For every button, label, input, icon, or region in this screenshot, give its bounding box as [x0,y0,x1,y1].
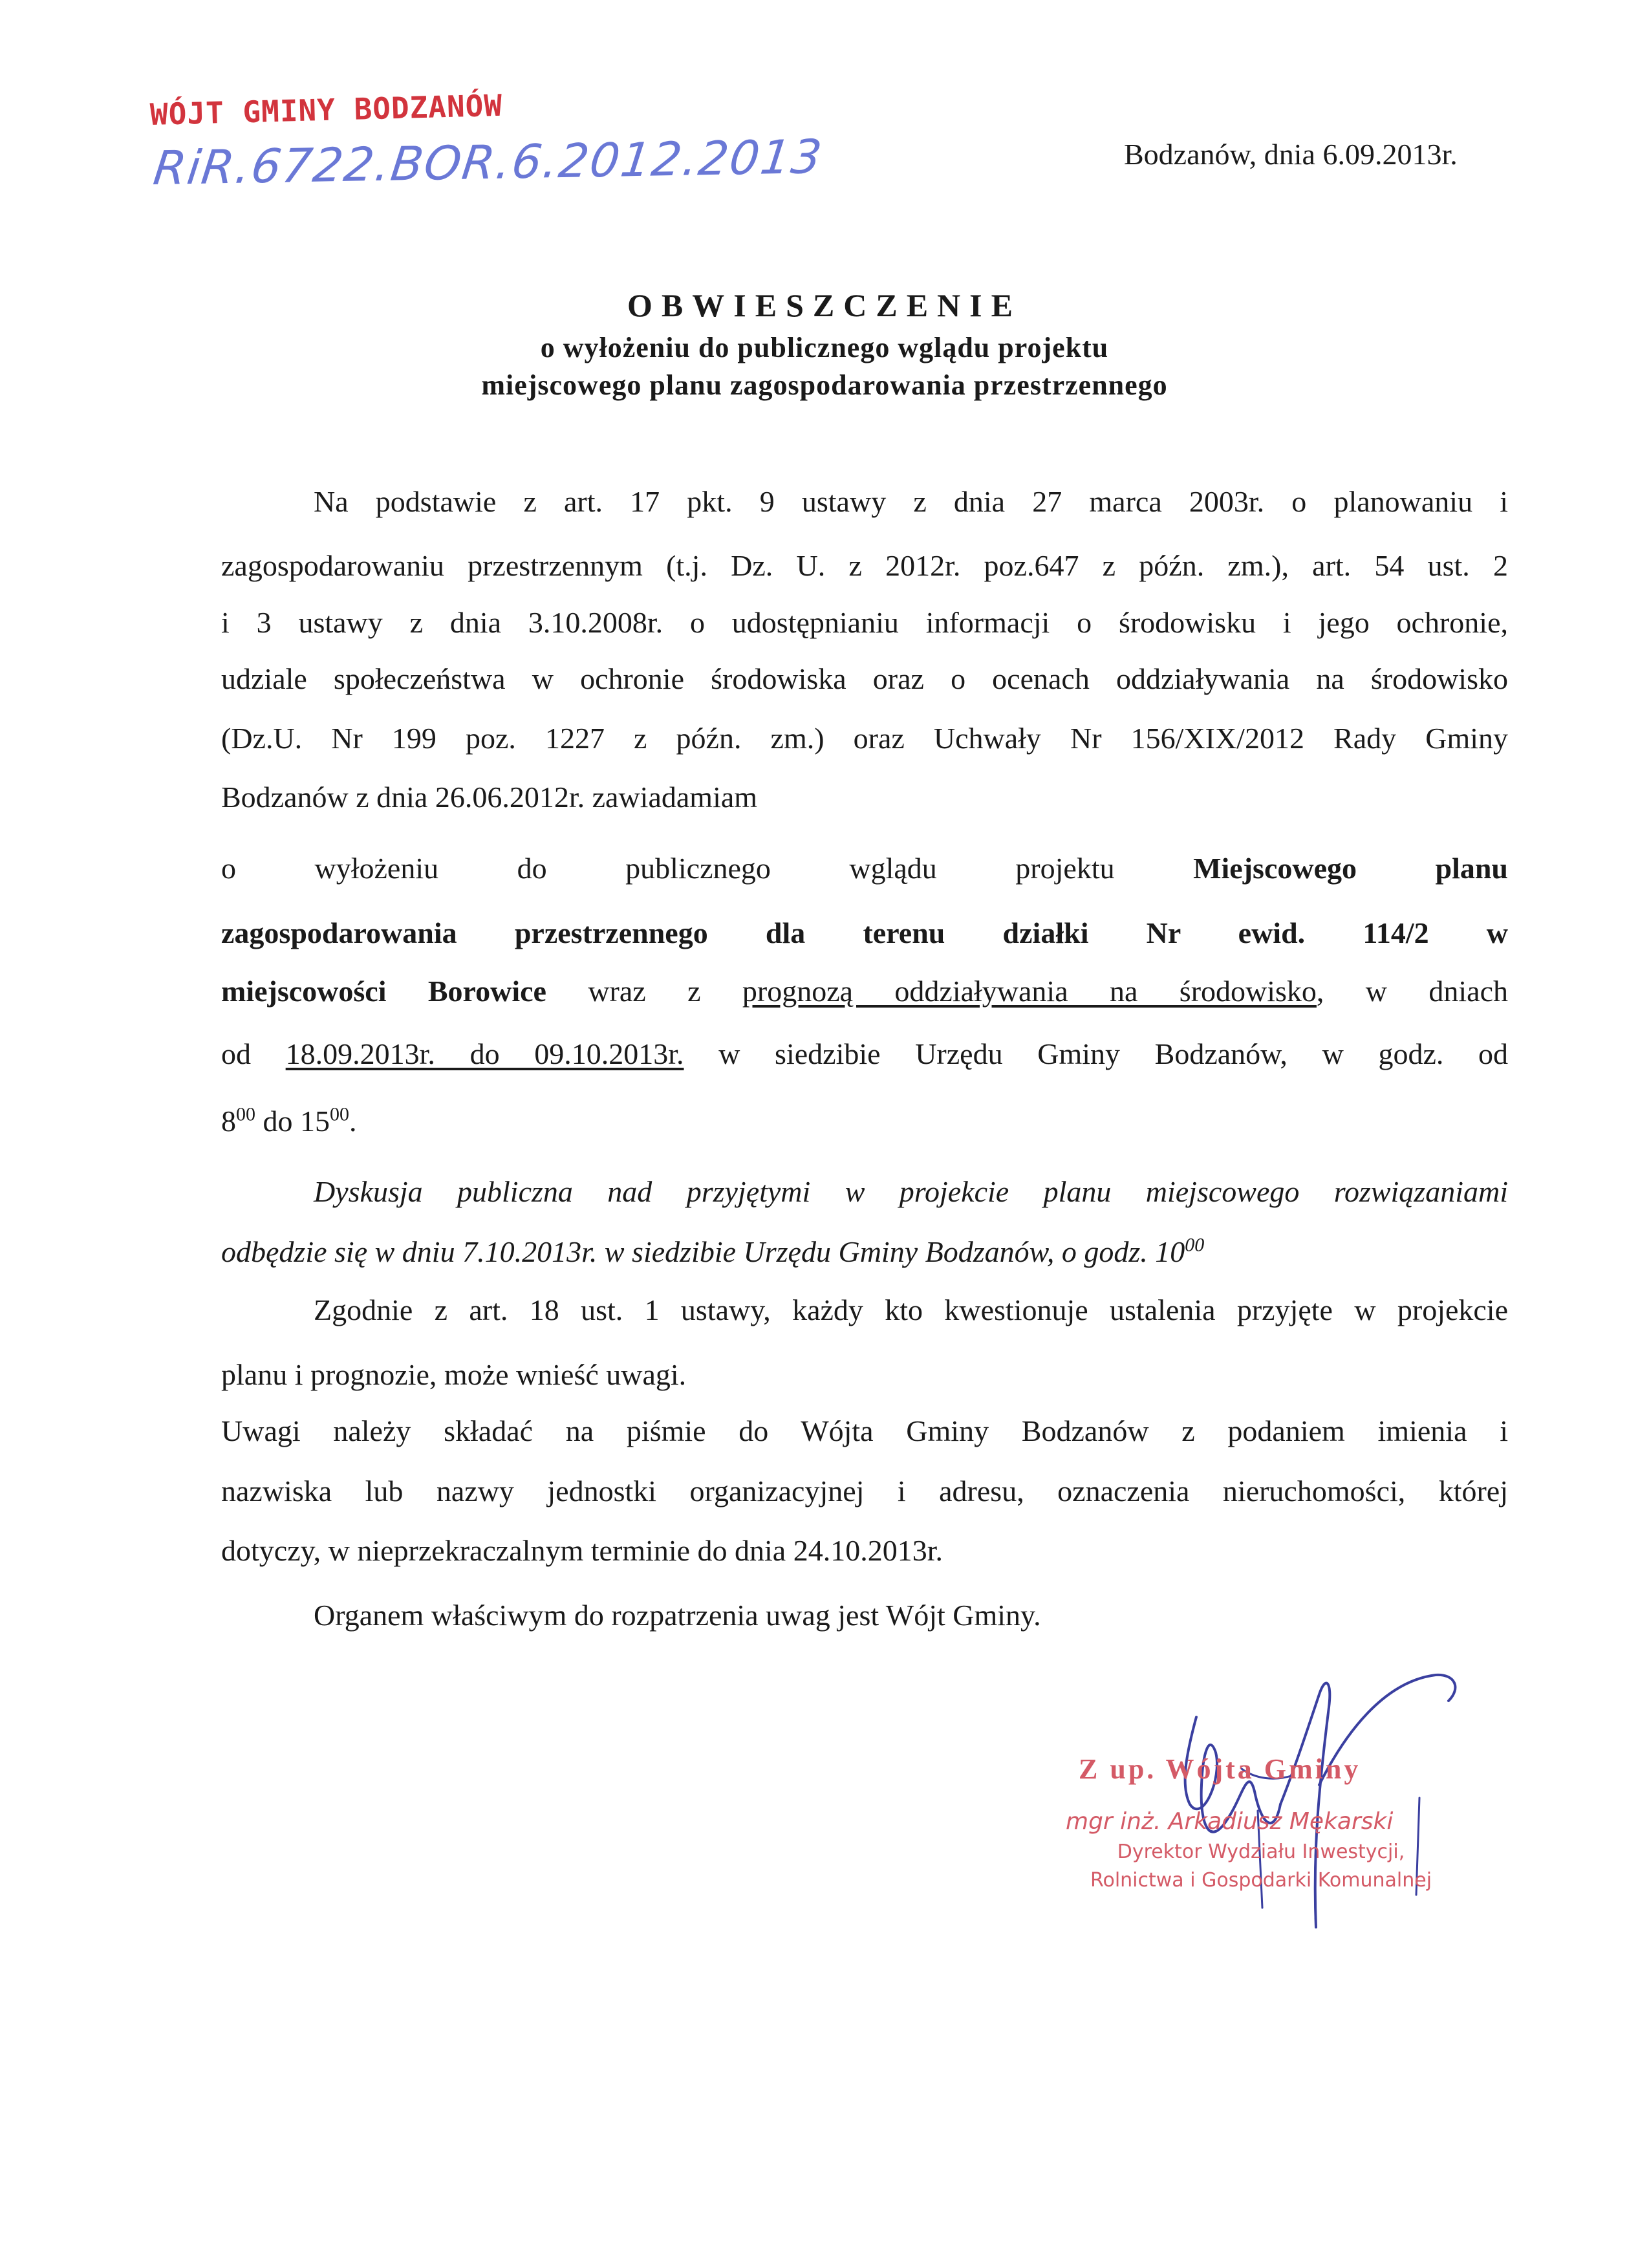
handwritten-signature [1125,1656,1487,1953]
competent-authority-line: Organem właściwym do rozpatrzenia uwag jest Wójt Gminy. [314,1599,1041,1632]
paragraph-notice-line [221,850,1508,887]
office-stamp: WÓJT GMINY BODZANÓW [149,87,503,132]
notice-text: , w dniach [1316,975,1509,1008]
public-discussion-line: Dyskusja publiczna nad przyjętymi w projekcie planu miejscowego rozwiązaniami [314,1175,1508,1208]
notice-text: od [221,1037,251,1070]
objections-line: Zgodnie z art. 18 ust. 1 ustawy, każdy kto kwestionuje ustalenia przyjęte w projekcie [314,1293,1508,1326]
environmental-forecast: prognozą oddziaływania na środowisko [742,975,1317,1008]
paragraph-notice-line [221,1036,1508,1072]
paragraph-legal-basis-line: zagospodarowaniu przestrzennym (t.j. Dz. U. z 2012r. poz.647 z późn. zm.), art. 54 ust. 2 [221,549,1508,582]
document-title: OBWIESZCZENIE [627,287,1022,323]
place-and-date: Bodzanów, dnia 6.09.2013r. [1124,138,1458,171]
signatory-role-line-1: Dyrektor Wydziału Inwestycji, [1117,1841,1405,1863]
notice-text: wraz z [588,975,701,1008]
notice-text: o wyłożeniu do publicznego wglądu projektu [221,852,1115,885]
plan-name-line: zagospodarowania przestrzennego dla terenu działki Nr ewid. 114/2 w [221,916,1508,949]
paragraph-legal-basis-line: i 3 ustawy z dnia 3.10.2008r. o udostępnianiu informacji o środowisku i jego ochronie, [221,606,1508,639]
paragraph-legal-basis-line: Bodzanów z dnia 26.06.2012r. zawiadamiam [221,781,758,814]
paragraph-notice-line [221,973,1508,1010]
paragraph-legal-basis-line: (Dz.U. Nr 199 poz. 1227 z późn. zm.) oraz Uchwały Nr 156/XIX/2012 Rady Gminy [221,722,1508,755]
submission-instructions-line: Uwagi należy składać na piśmie do Wójta Gminy Bodzanów z podaniem imienia i [221,1414,1508,1447]
signatory-role-line-2: Rolnictwa i Gospodarki Komunalnej [1090,1869,1432,1892]
submission-instructions-line: dotyczy, w nieprzekraczalnym terminie do dnia 24.10.2013r. [221,1534,943,1567]
office-hours: $8^{00}$ do $15^{00}$. [221,1103,357,1138]
document-subtitle-line-2: miejscowego planu zagospodarowania przestrzennego [481,369,1168,401]
public-discussion-line: odbędzie się w dniu 7.10.2013r. w siedzibie Urzędu Gminy Bodzanów, o godz. $10^{00}$ [221,1234,1205,1268]
submission-instructions-line: nazwiska lub nazwy jednostki organizacyjnej i adresu, oznaczenia nieruchomości, której [221,1474,1508,1507]
paragraph-legal-basis-line: udziale społeczeństwa w ochronie środowiska oraz o ocenach oddziaływania na środowisko [221,662,1508,695]
paragraph-legal-basis-line: Na podstawie z art. 17 pkt. 9 ustawy z dnia 27 marca 2003r. o planowaniu i [314,485,1508,518]
document-subtitle-line-1: o wyłożeniu do publicznego wglądu projektu [540,332,1109,363]
display-period: 18.09.2013r. do 09.10.2013r. [285,1037,684,1070]
notice-text: w siedzibie Urzędu Gminy Bodzanów, w godz. od [718,1037,1509,1070]
locality-name: miejscowości Borowice [221,975,546,1008]
plan-name: Miejscowego planu [1193,852,1509,885]
case-reference-number: RiR.6722.BOR.6.2012.2013 [150,129,826,196]
objections-line: planu i prognozie, może wnieść uwagi. [221,1358,687,1391]
signatory-name: mgr inż. Arkadiusz Mękarski [1066,1808,1394,1835]
signature-stamp-authorization: Z up. Wójta Gminy [1079,1753,1361,1785]
